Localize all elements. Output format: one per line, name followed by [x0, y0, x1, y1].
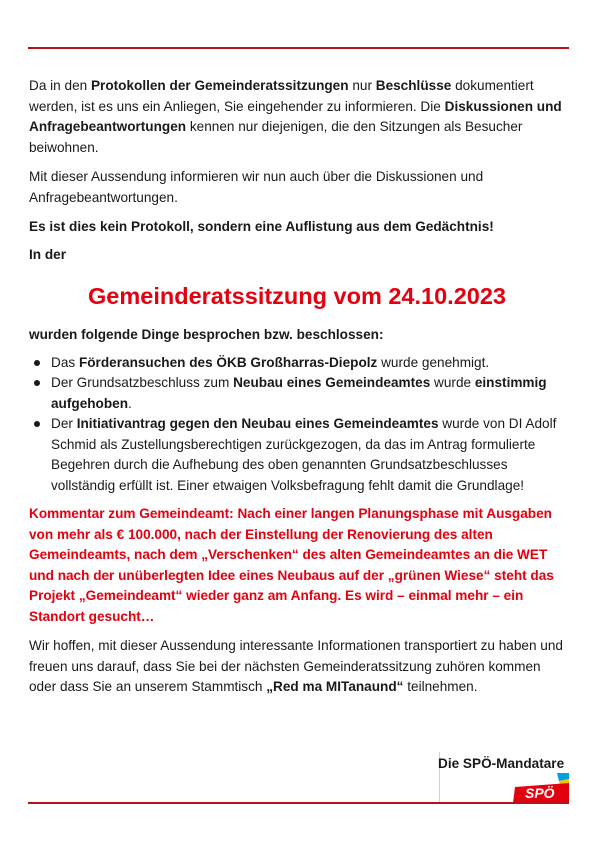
bullet-icon [34, 360, 40, 366]
meeting-headline: Gemeinderatssitzung vom 24.10.2023 [88, 283, 506, 309]
info-paragraph: Mit dieser Aussendung informieren wir nun auch über die Diskussionen und Anfragebeantwortungen. [29, 169, 484, 205]
bold-text: In der [29, 246, 67, 262]
text: wurde [430, 375, 475, 390]
bold-text: Beschlüsse [375, 78, 452, 93]
comment-paragraph: Kommentar zum Gemeindeamt: Nach einer langen Planungsphase mit Ausgaben von mehr als € 100.000, nach der Einstellung der Renovierung des alten Gemeindeamts, nach dem „Verschenken“ des alten Gemeindeamtes an die WET und nach der unüberlegten Idee eines Neubaus auf der „grünen Wiese“ steht das Projekt „Gemeindeamt“ wieder ganz am Anfang. Es wird – einmal mehr – ein Standort gesucht… [29, 506, 554, 624]
text: Der Grundsatzbeschluss zum [51, 375, 234, 390]
topics-list [29, 353, 565, 497]
disclaimer [29, 217, 565, 238]
bold-text: Es ist dies kein Protokoll, sondern eine Auflistung aus dem Gedächtnis! [29, 219, 494, 234]
closing-paragraph [29, 636, 565, 698]
bold-text: Diskussionen und Anfragebeantwortungen [29, 98, 562, 134]
bold-text: Neubau eines Gemeindeamtes [233, 375, 431, 390]
text: nur [348, 78, 376, 93]
list-item [29, 373, 565, 414]
bullet-icon [34, 421, 40, 427]
document-body [29, 76, 565, 707]
text: Wir hoffen, mit dieser Aussendung interessante Informationen transportiert zu haben und freuen uns darauf, dass Sie bei der nächsten Gemeinderatssitzung zuhören kommen oder dass Sie an unserem Stammtisch [29, 638, 563, 694]
text: . [128, 395, 132, 411]
bullet-icon [34, 380, 40, 386]
text: wurde von DI Adolf Schmid als Zustellungsberechtigen zurückgezogen, da das im Antrag formulierte Begehren durch die Aufhebung des oben genannten Grundsatzbeschlusses vollständig erfüllt ist. Einer etwaigen Volksbefragung fehlt damit die Grundlage! [51, 416, 557, 493]
topics-intro [29, 325, 565, 346]
list-item [29, 353, 565, 374]
text: Der [51, 416, 77, 431]
list-item [29, 414, 565, 496]
bottom-divider [28, 802, 569, 804]
bold-text: wurden folgende Dinge besprochen bzw. beschlossen: [29, 327, 384, 342]
bold-text: einstimmig aufgehoben [51, 375, 547, 411]
text: wurde genehmigt. [377, 354, 490, 370]
intro-line [29, 245, 565, 266]
text: Das [51, 354, 79, 370]
logo-text: SPÖ [525, 785, 555, 801]
bold-text: Initiativantrag gegen den Neubau eines Gemeindeamtes [76, 416, 439, 431]
intro-paragraph [29, 76, 565, 158]
text: Da in den [29, 78, 91, 93]
bold-text: Förderansuchen des ÖKB Großharras-Diepolz [78, 354, 378, 370]
bold-text: „Red ma MITanaund“ [266, 679, 404, 694]
top-divider [28, 47, 569, 49]
bold-text: Protokollen der Gemeinderatssitzungen [90, 78, 349, 93]
text: kennen nur diejenigen, die den Sitzungen als Besucher beiwohnen. [29, 119, 523, 155]
text: teilnehmen. [403, 679, 478, 694]
signature: Die SPÖ-Mandatare [438, 756, 565, 771]
text: dokumentiert werden, ist es uns ein Anliegen, Sie eingehender zu informieren. Die [29, 78, 534, 114]
